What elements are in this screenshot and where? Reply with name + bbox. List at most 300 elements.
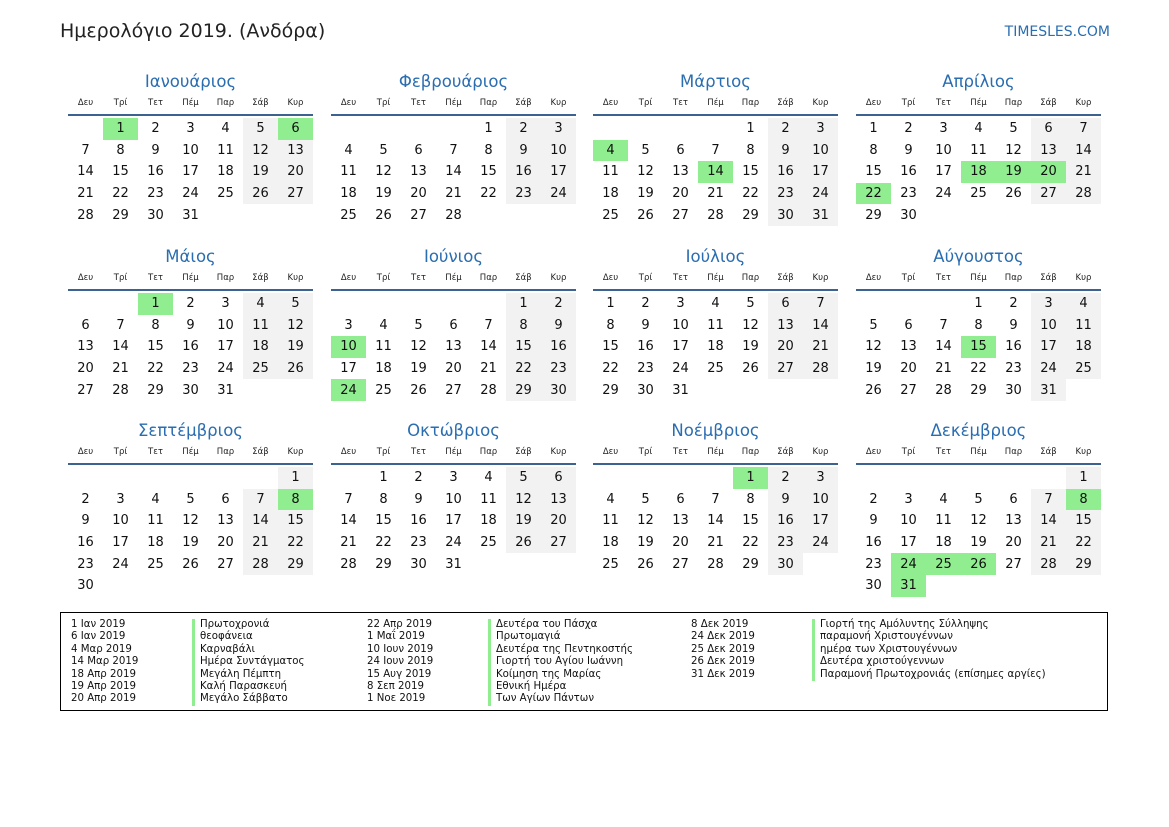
empty-cell — [331, 293, 366, 315]
day-cell: 15 — [112, 164, 129, 180]
day-cell: 17 — [1031, 336, 1066, 358]
empty-cell — [208, 467, 243, 489]
holiday-date: 24 Δεκ 2019 — [691, 631, 755, 643]
empty-cell — [331, 118, 366, 140]
day-cell: 21 — [445, 186, 462, 202]
month-block — [856, 421, 1101, 597]
day-cell: 3 — [541, 118, 576, 140]
day-cell: 28 — [707, 207, 724, 223]
weekday-label: Τρί — [113, 447, 128, 457]
holiday-day-cell: 14 — [698, 161, 733, 183]
day-cell: 9 — [1009, 317, 1018, 333]
empty-cell — [401, 118, 436, 140]
day-cell: 20 — [768, 336, 803, 358]
day-cell: 19 — [637, 535, 654, 551]
day-cell: 8 — [746, 142, 755, 158]
day-cell: 2 — [768, 467, 803, 489]
day-cell: 2 — [768, 118, 803, 140]
day-cell: 17 — [672, 339, 689, 355]
day-cell: 9 — [151, 142, 160, 158]
header-divider — [331, 289, 576, 291]
day-cell: 24 — [935, 186, 952, 202]
day-cell: 18 — [602, 535, 619, 551]
day-cell: 30 — [768, 553, 803, 575]
day-cell: 26 — [278, 358, 313, 380]
day-cell: 21 — [340, 535, 357, 551]
weekday-label: Τετ — [936, 273, 951, 283]
day-cell: 21 — [77, 186, 94, 202]
weekday-label: Τρί — [901, 98, 916, 108]
weekday-label: Κυρ — [550, 98, 567, 108]
day-cell: 31 — [217, 382, 234, 398]
day-cell: 11 — [243, 315, 278, 337]
weekday-label: Δευ — [602, 273, 619, 283]
holiday-date: 1 Νοε 2019 — [367, 693, 426, 705]
holiday-date: 22 Απρ 2019 — [367, 619, 432, 630]
header-divider — [68, 289, 313, 291]
day-cell: 13 — [77, 339, 94, 355]
day-cell: 3 — [676, 296, 685, 312]
day-cell: 18 — [602, 186, 619, 202]
day-cell: 15 — [375, 513, 392, 529]
day-cell: 18 — [1066, 336, 1101, 358]
day-cell: 22 — [480, 186, 497, 202]
weekday-label: Πέμ — [707, 447, 724, 457]
day-cell: 23 — [506, 183, 541, 205]
day-cell: 18 — [340, 186, 357, 202]
day-cell: 9 — [186, 317, 195, 333]
day-cell: 17 — [803, 161, 838, 183]
day-cell: 9 — [869, 513, 878, 529]
day-cell: 18 — [217, 164, 234, 180]
empty-cell — [243, 467, 278, 489]
day-cell: 26 — [506, 532, 541, 554]
day-cell: 6 — [221, 491, 230, 507]
holiday-day-cell: 19 — [996, 161, 1031, 183]
day-cell: 13 — [672, 164, 689, 180]
day-cell: 24 — [803, 183, 838, 205]
day-cell: 7 — [484, 317, 493, 333]
day-cell: 17 — [217, 339, 234, 355]
day-cell: 5 — [746, 296, 755, 312]
day-cell: 27 — [1005, 556, 1022, 572]
day-cell: 21 — [112, 361, 129, 377]
day-cell: 4 — [711, 296, 720, 312]
day-cell: 21 — [1066, 161, 1101, 183]
day-cell: 26 — [243, 183, 278, 205]
day-cell: 13 — [768, 315, 803, 337]
day-cell: 12 — [865, 339, 882, 355]
day-cell: 1 — [506, 293, 541, 315]
day-cell: 13 — [445, 339, 462, 355]
weekday-header — [856, 447, 1101, 461]
day-cell: 16 — [900, 164, 917, 180]
day-cell: 16 — [768, 510, 803, 532]
day-cell: 18 — [375, 361, 392, 377]
day-cell: 18 — [147, 535, 164, 551]
weekday-label: Σάβ — [777, 98, 794, 108]
day-cell: 30 — [182, 382, 199, 398]
weekday-label: Παρ — [741, 273, 760, 283]
weekday-label: Κυρ — [287, 273, 304, 283]
day-cell: 30 — [541, 379, 576, 401]
day-cell: 11 — [480, 491, 497, 507]
weekday-label: Κυρ — [550, 273, 567, 283]
weekday-label: Τρί — [376, 273, 391, 283]
holiday-date: 6 Ιαν 2019 — [71, 631, 126, 643]
empty-cell — [173, 467, 208, 489]
day-cell: 9 — [506, 140, 541, 162]
day-cell: 9 — [641, 317, 650, 333]
holiday-date: 18 Απρ 2019 — [71, 668, 136, 680]
day-cell: 16 — [410, 513, 427, 529]
day-cell: 27 — [77, 382, 94, 398]
holiday-date: 14 Μαρ 2019 — [71, 656, 139, 668]
weekday-label: Πέμ — [970, 273, 987, 283]
weekday-label: Δευ — [865, 273, 882, 283]
header-divider — [856, 289, 1101, 291]
day-cell: 12 — [182, 513, 199, 529]
empty-cell — [68, 118, 103, 140]
weekday-label: Πέμ — [182, 273, 199, 283]
day-cell: 21 — [1031, 532, 1066, 554]
weekday-label: Πέμ — [970, 98, 987, 108]
holiday-day-cell: 8 — [278, 489, 313, 511]
weekday-header — [593, 447, 838, 461]
day-cell: 30 — [77, 578, 94, 594]
day-cell: 6 — [676, 491, 685, 507]
day-cell: 11 — [340, 164, 357, 180]
day-cell: 6 — [449, 317, 458, 333]
day-cell: 27 — [768, 358, 803, 380]
day-cell: 22 — [1066, 532, 1101, 554]
day-cell: 30 — [1005, 382, 1022, 398]
holiday-day-cell: 6 — [278, 118, 313, 140]
day-cell: 23 — [182, 361, 199, 377]
day-cell: 17 — [935, 164, 952, 180]
day-cell: 19 — [506, 510, 541, 532]
day-cell: 24 — [672, 361, 689, 377]
day-cell: 14 — [445, 164, 462, 180]
day-cell: 25 — [1066, 358, 1101, 380]
day-cell: 12 — [243, 140, 278, 162]
day-cell: 3 — [116, 491, 125, 507]
day-cell: 11 — [707, 317, 724, 333]
holiday-date: 24 Ιουν 2019 — [367, 656, 434, 668]
day-cell: 14 — [803, 315, 838, 337]
day-cell: 24 — [445, 535, 462, 551]
day-cell: 6 — [1031, 118, 1066, 140]
day-cell: 15 — [1066, 510, 1101, 532]
day-cell: 2 — [641, 296, 650, 312]
day-cell: 23 — [637, 361, 654, 377]
day-cell: 18 — [480, 513, 497, 529]
day-cell: 7 — [243, 489, 278, 511]
day-cell: 20 — [278, 161, 313, 183]
weekday-header — [68, 98, 313, 112]
day-cell: 28 — [77, 207, 94, 223]
day-cell: 19 — [637, 186, 654, 202]
weekday-label: Σάβ — [1040, 447, 1057, 457]
day-cell: 10 — [935, 142, 952, 158]
days-grid — [593, 467, 838, 575]
holiday-date: 25 Δεκ 2019 — [691, 643, 755, 655]
day-cell: 25 — [602, 207, 619, 223]
day-cell: 1 — [974, 296, 983, 312]
day-cell: 17 — [900, 535, 917, 551]
days-grid — [331, 293, 576, 401]
empty-cell — [103, 293, 138, 315]
weekday-label: Σάβ — [252, 273, 269, 283]
month-name: Νοέμβριος — [671, 421, 760, 440]
day-cell: 3 — [186, 121, 195, 137]
day-cell: 6 — [541, 467, 576, 489]
header-divider — [331, 463, 576, 465]
day-cell: 8 — [151, 317, 160, 333]
day-cell: 23 — [900, 186, 917, 202]
day-cell: 25 — [375, 382, 392, 398]
weekday-label: Τρί — [376, 98, 391, 108]
holiday-name: θεοφάνεια — [192, 631, 253, 643]
day-cell: 9 — [768, 489, 803, 511]
month-block — [68, 247, 313, 401]
day-cell: 5 — [1009, 121, 1018, 137]
weekday-label: Τρί — [901, 447, 916, 457]
holiday-date: 19 Απρ 2019 — [71, 680, 136, 692]
header-divider — [68, 463, 313, 465]
day-cell: 2 — [506, 118, 541, 140]
day-cell: 6 — [81, 317, 90, 333]
holiday-date: 8 Σεπ 2019 — [367, 680, 424, 692]
empty-cell — [926, 293, 961, 315]
holiday-date: 20 Απρ 2019 — [71, 693, 136, 705]
day-cell: 15 — [506, 336, 541, 358]
day-cell: 23 — [1005, 361, 1022, 377]
day-cell: 22 — [742, 186, 759, 202]
weekday-label: Δευ — [77, 98, 94, 108]
empty-cell — [331, 467, 366, 489]
day-cell: 23 — [768, 532, 803, 554]
day-cell: 4 — [379, 317, 388, 333]
day-cell: 29 — [742, 556, 759, 572]
day-cell: 17 — [445, 513, 462, 529]
day-cell: 19 — [742, 339, 759, 355]
holiday-date: 15 Αυγ 2019 — [367, 668, 432, 680]
weekday-header — [68, 273, 313, 287]
holiday-date: 8 Δεκ 2019 — [691, 619, 749, 630]
day-cell: 16 — [768, 161, 803, 183]
holiday-day-cell: 15 — [961, 336, 996, 358]
day-cell: 1 — [379, 470, 388, 486]
day-cell: 10 — [900, 513, 917, 529]
day-cell: 15 — [278, 510, 313, 532]
day-cell: 8 — [116, 142, 125, 158]
day-cell: 21 — [803, 336, 838, 358]
day-cell: 22 — [147, 361, 164, 377]
days-grid — [331, 467, 576, 575]
day-cell: 7 — [449, 142, 458, 158]
day-cell: 8 — [506, 315, 541, 337]
day-cell: 3 — [904, 491, 913, 507]
day-cell: 10 — [672, 317, 689, 333]
day-cell: 12 — [637, 164, 654, 180]
day-cell: 25 — [147, 556, 164, 572]
empty-cell — [401, 293, 436, 315]
day-cell: 22 — [112, 186, 129, 202]
holiday-day-cell: 31 — [891, 575, 926, 597]
holiday-name: Κοίμηση της Μαρίας — [488, 669, 601, 681]
day-cell: 7 — [803, 293, 838, 315]
weekday-label: Παρ — [216, 273, 235, 283]
holiday-name: Δευτέρα χριστούγεννων — [812, 656, 944, 668]
day-cell: 1 — [484, 121, 493, 137]
day-cell: 11 — [602, 164, 619, 180]
day-cell: 22 — [742, 535, 759, 551]
weekday-label: Τρί — [638, 98, 653, 108]
day-cell: 17 — [541, 161, 576, 183]
weekday-label: Δευ — [77, 273, 94, 283]
weekday-label: Κυρ — [287, 447, 304, 457]
day-cell: 30 — [410, 556, 427, 572]
day-cell: 6 — [414, 142, 423, 158]
month-name: Οκτώβριος — [407, 421, 500, 440]
weekday-label: Σάβ — [515, 98, 532, 108]
empty-cell — [891, 467, 926, 489]
day-cell: 19 — [278, 336, 313, 358]
weekday-label: Τρί — [376, 447, 391, 457]
weekday-label: Δευ — [77, 447, 94, 457]
day-cell: 31 — [1031, 379, 1066, 401]
weekday-label: Τρί — [638, 273, 653, 283]
header-divider — [593, 289, 838, 291]
day-cell: 23 — [768, 183, 803, 205]
day-cell: 6 — [1009, 491, 1018, 507]
days-grid — [856, 467, 1101, 597]
weekday-label: Δευ — [340, 273, 357, 283]
empty-cell — [663, 118, 698, 140]
month-name: Ιούλιος — [685, 247, 746, 266]
weekday-label: Τετ — [411, 273, 426, 283]
weekday-label: Κυρ — [1075, 447, 1092, 457]
day-cell: 16 — [77, 535, 94, 551]
weekday-label: Τετ — [673, 273, 688, 283]
day-cell: 22 — [506, 358, 541, 380]
day-cell: 26 — [637, 207, 654, 223]
empty-cell — [856, 293, 891, 315]
weekday-label: Πέμ — [445, 98, 462, 108]
day-cell: 19 — [375, 186, 392, 202]
day-cell: 14 — [1066, 140, 1101, 162]
holiday-name: Καλή Παρασκευή — [192, 681, 287, 693]
day-cell: 28 — [243, 553, 278, 575]
weekday-label: Τετ — [148, 273, 163, 283]
weekday-label: Πέμ — [707, 273, 724, 283]
day-cell: 3 — [803, 467, 838, 489]
empty-cell — [68, 467, 103, 489]
day-cell: 27 — [278, 183, 313, 205]
month-name: Ιούνιος — [423, 247, 484, 266]
day-cell: 7 — [711, 142, 720, 158]
day-cell: 26 — [865, 382, 882, 398]
day-cell: 9 — [768, 140, 803, 162]
day-cell: 16 — [865, 535, 882, 551]
day-cell: 18 — [707, 339, 724, 355]
holiday-day-cell: 26 — [961, 553, 996, 575]
day-cell: 26 — [742, 361, 759, 377]
holiday-name: Των Αγίων Πάντων — [488, 693, 594, 705]
day-cell: 20 — [900, 361, 917, 377]
weekday-label: Παρ — [1004, 98, 1023, 108]
day-cell: 13 — [541, 489, 576, 511]
day-cell: 21 — [707, 186, 724, 202]
weekday-label: Πέμ — [970, 447, 987, 457]
day-cell: 25 — [480, 535, 497, 551]
day-cell: 1 — [746, 121, 755, 137]
day-cell: 27 — [1031, 183, 1066, 205]
day-cell: 15 — [865, 164, 882, 180]
day-cell: 19 — [970, 535, 987, 551]
weekday-label: Δευ — [865, 98, 882, 108]
day-cell: 18 — [243, 336, 278, 358]
empty-cell — [436, 293, 471, 315]
site-link[interactable]: TIMESLES.COM — [1004, 24, 1110, 40]
days-grid — [856, 118, 1101, 226]
day-cell: 22 — [278, 532, 313, 554]
weekday-header — [593, 98, 838, 112]
day-cell: 11 — [1066, 315, 1101, 337]
weekday-label: Τετ — [673, 447, 688, 457]
empty-cell — [103, 467, 138, 489]
day-cell: 11 — [602, 513, 619, 529]
day-cell: 27 — [410, 207, 427, 223]
weekday-header — [68, 447, 313, 461]
day-cell: 21 — [243, 532, 278, 554]
day-cell: 26 — [410, 382, 427, 398]
day-cell: 25 — [707, 361, 724, 377]
day-cell: 28 — [803, 358, 838, 380]
day-cell: 13 — [1031, 140, 1066, 162]
day-cell: 8 — [746, 491, 755, 507]
days-grid — [68, 293, 313, 401]
day-cell: 14 — [1031, 510, 1066, 532]
weekday-label: Σάβ — [252, 447, 269, 457]
day-cell: 9 — [541, 315, 576, 337]
day-cell: 29 — [970, 382, 987, 398]
day-cell: 12 — [637, 513, 654, 529]
day-cell: 22 — [970, 361, 987, 377]
empty-cell — [926, 467, 961, 489]
month-name: Δεκέμβριος — [930, 421, 1027, 440]
day-cell: 5 — [414, 317, 423, 333]
day-cell: 28 — [445, 207, 462, 223]
day-cell: 17 — [112, 535, 129, 551]
holiday-day-cell: 20 — [1031, 161, 1066, 183]
day-cell: 22 — [602, 361, 619, 377]
day-cell: 12 — [506, 489, 541, 511]
holiday-date: 26 Δεκ 2019 — [691, 656, 755, 668]
holiday-date: 1 Μαΐ 2019 — [367, 631, 425, 643]
day-cell: 23 — [410, 535, 427, 551]
day-cell: 14 — [340, 513, 357, 529]
empty-cell — [471, 293, 506, 315]
day-cell: 5 — [641, 142, 650, 158]
weekday-label: Σάβ — [515, 273, 532, 283]
month-name: Αύγουστος — [933, 247, 1024, 266]
days-grid — [68, 467, 313, 597]
month-block — [593, 72, 838, 226]
month-block — [68, 421, 313, 597]
day-cell: 24 — [217, 361, 234, 377]
